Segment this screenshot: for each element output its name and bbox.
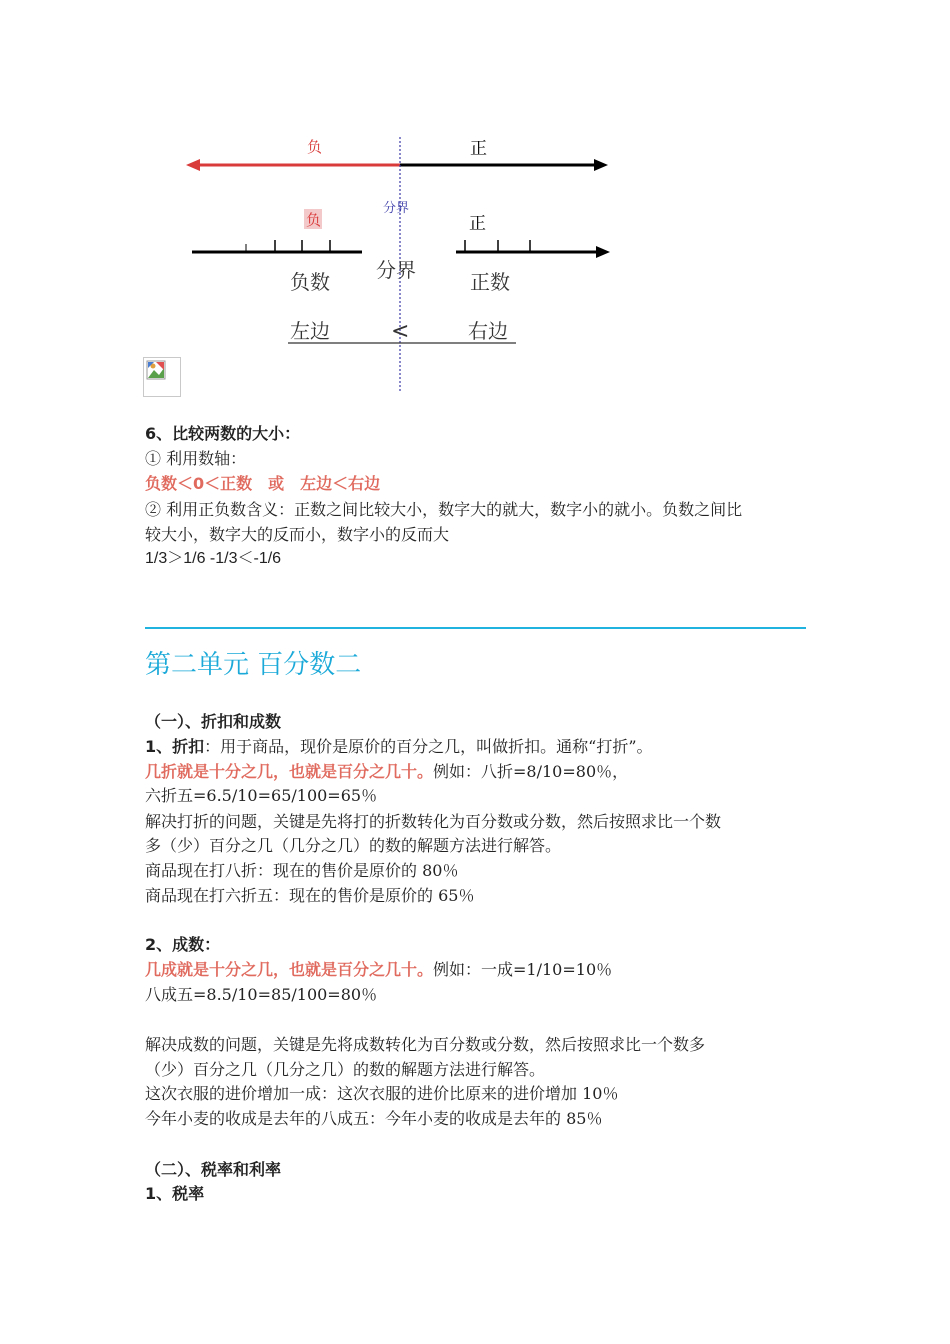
chengshu-example1: 例如：一成=1/10=10％: [433, 960, 613, 979]
less-than-symbol: <: [391, 319, 410, 344]
positive-arrowhead: [594, 159, 608, 171]
section6-rule1: 负数＜0＜正数 或 左边＜右边: [145, 474, 381, 493]
discount-label: 1、折扣: [145, 737, 205, 756]
discount-rule-red: 几折就是十分之几，也就是百分之几十。: [145, 762, 434, 781]
discount-example2: 六折五=6.5/10=65/100=65％: [145, 786, 378, 805]
left-side-label: 左边: [290, 319, 330, 343]
discount-method-line1: 解决打折的问题，关键是先将打的折数转化为百分数或分数，然后按照求比一个数: [145, 812, 722, 831]
discount-definition: [145, 735, 653, 759]
chengshu-example2: 八成五=8.5/10=85/100=80％: [145, 985, 378, 1004]
part2-title: （二）、税率和利率: [145, 1160, 282, 1179]
divider-top-label: 分界: [383, 201, 410, 216]
broken-image-icon: [143, 357, 181, 397]
negative-numbers-label: 负数: [290, 270, 330, 294]
top-negative-label: 负: [307, 138, 323, 156]
section6-method2-line2: 较大小，数字大的反而小，数字小的反而大: [145, 525, 450, 544]
chengshu-label: 2、成数：: [145, 935, 221, 954]
discount-example1: 例如：八折=8/10=80％，: [433, 762, 629, 781]
divider-mid-label: 分界: [376, 258, 416, 282]
section6-method2-line1: ② 利用正负数含义：正数之间比较大小，数字大的就大，数字小的就小。负数之间比: [145, 500, 743, 519]
discount-rule: [145, 760, 628, 784]
discount-method-line2: 多（少）百分之几（几分之几）的数的解题方法进行解答。: [145, 836, 562, 855]
chengshu-method-line1: 解决成数的问题，关键是先将成数转化为百分数或分数，然后按照求比一个数多: [145, 1035, 706, 1054]
chengshu-method-line2: （少）百分之几（几分之几）的数的解题方法进行解答。: [145, 1060, 546, 1079]
unit-title: 第二单元 百分数二: [145, 650, 362, 680]
negative-arrowhead: [186, 159, 200, 171]
positive-numbers-label: 正数: [470, 270, 510, 294]
number-line-diagram: [180, 125, 630, 395]
discount-def-text: ：用于商品，现价是原价的百分之几，叫做折扣。通称“打折”。: [204, 737, 653, 756]
chengshu-rule-red: 几成就是十分之几，也就是百分之几十。: [145, 960, 434, 979]
part1-title: （一）、折扣和成数: [145, 712, 282, 731]
section6-example: 1/3＞1/6 -1/3＜-1/6: [145, 550, 282, 567]
positive-segment-arrowhead: [596, 246, 610, 258]
chengshu-case1: 这次衣服的进价增加一成：这次衣服的进价比原来的进价增加 10％: [145, 1084, 619, 1103]
section-divider: [145, 627, 806, 629]
discount-case1: 商品现在打八折：现在的售价是原价的 80％: [145, 861, 459, 880]
discount-case2: 商品现在打六折五：现在的售价是原价的 65％: [145, 886, 475, 905]
section6-title: 6、比较两数的大小：: [145, 424, 301, 443]
mid-negative-label: 负: [306, 211, 322, 229]
tax-label: 1、税率: [145, 1184, 205, 1203]
chengshu-rule: [145, 958, 612, 982]
mid-positive-label: 正: [469, 214, 486, 234]
top-positive-label: 正: [470, 139, 487, 159]
right-side-label: 右边: [468, 319, 508, 343]
section6-method1: ① 利用数轴：: [145, 449, 247, 468]
chengshu-case2: 今年小麦的收成是去年的八成五：今年小麦的收成是去年的 85％: [145, 1109, 603, 1128]
